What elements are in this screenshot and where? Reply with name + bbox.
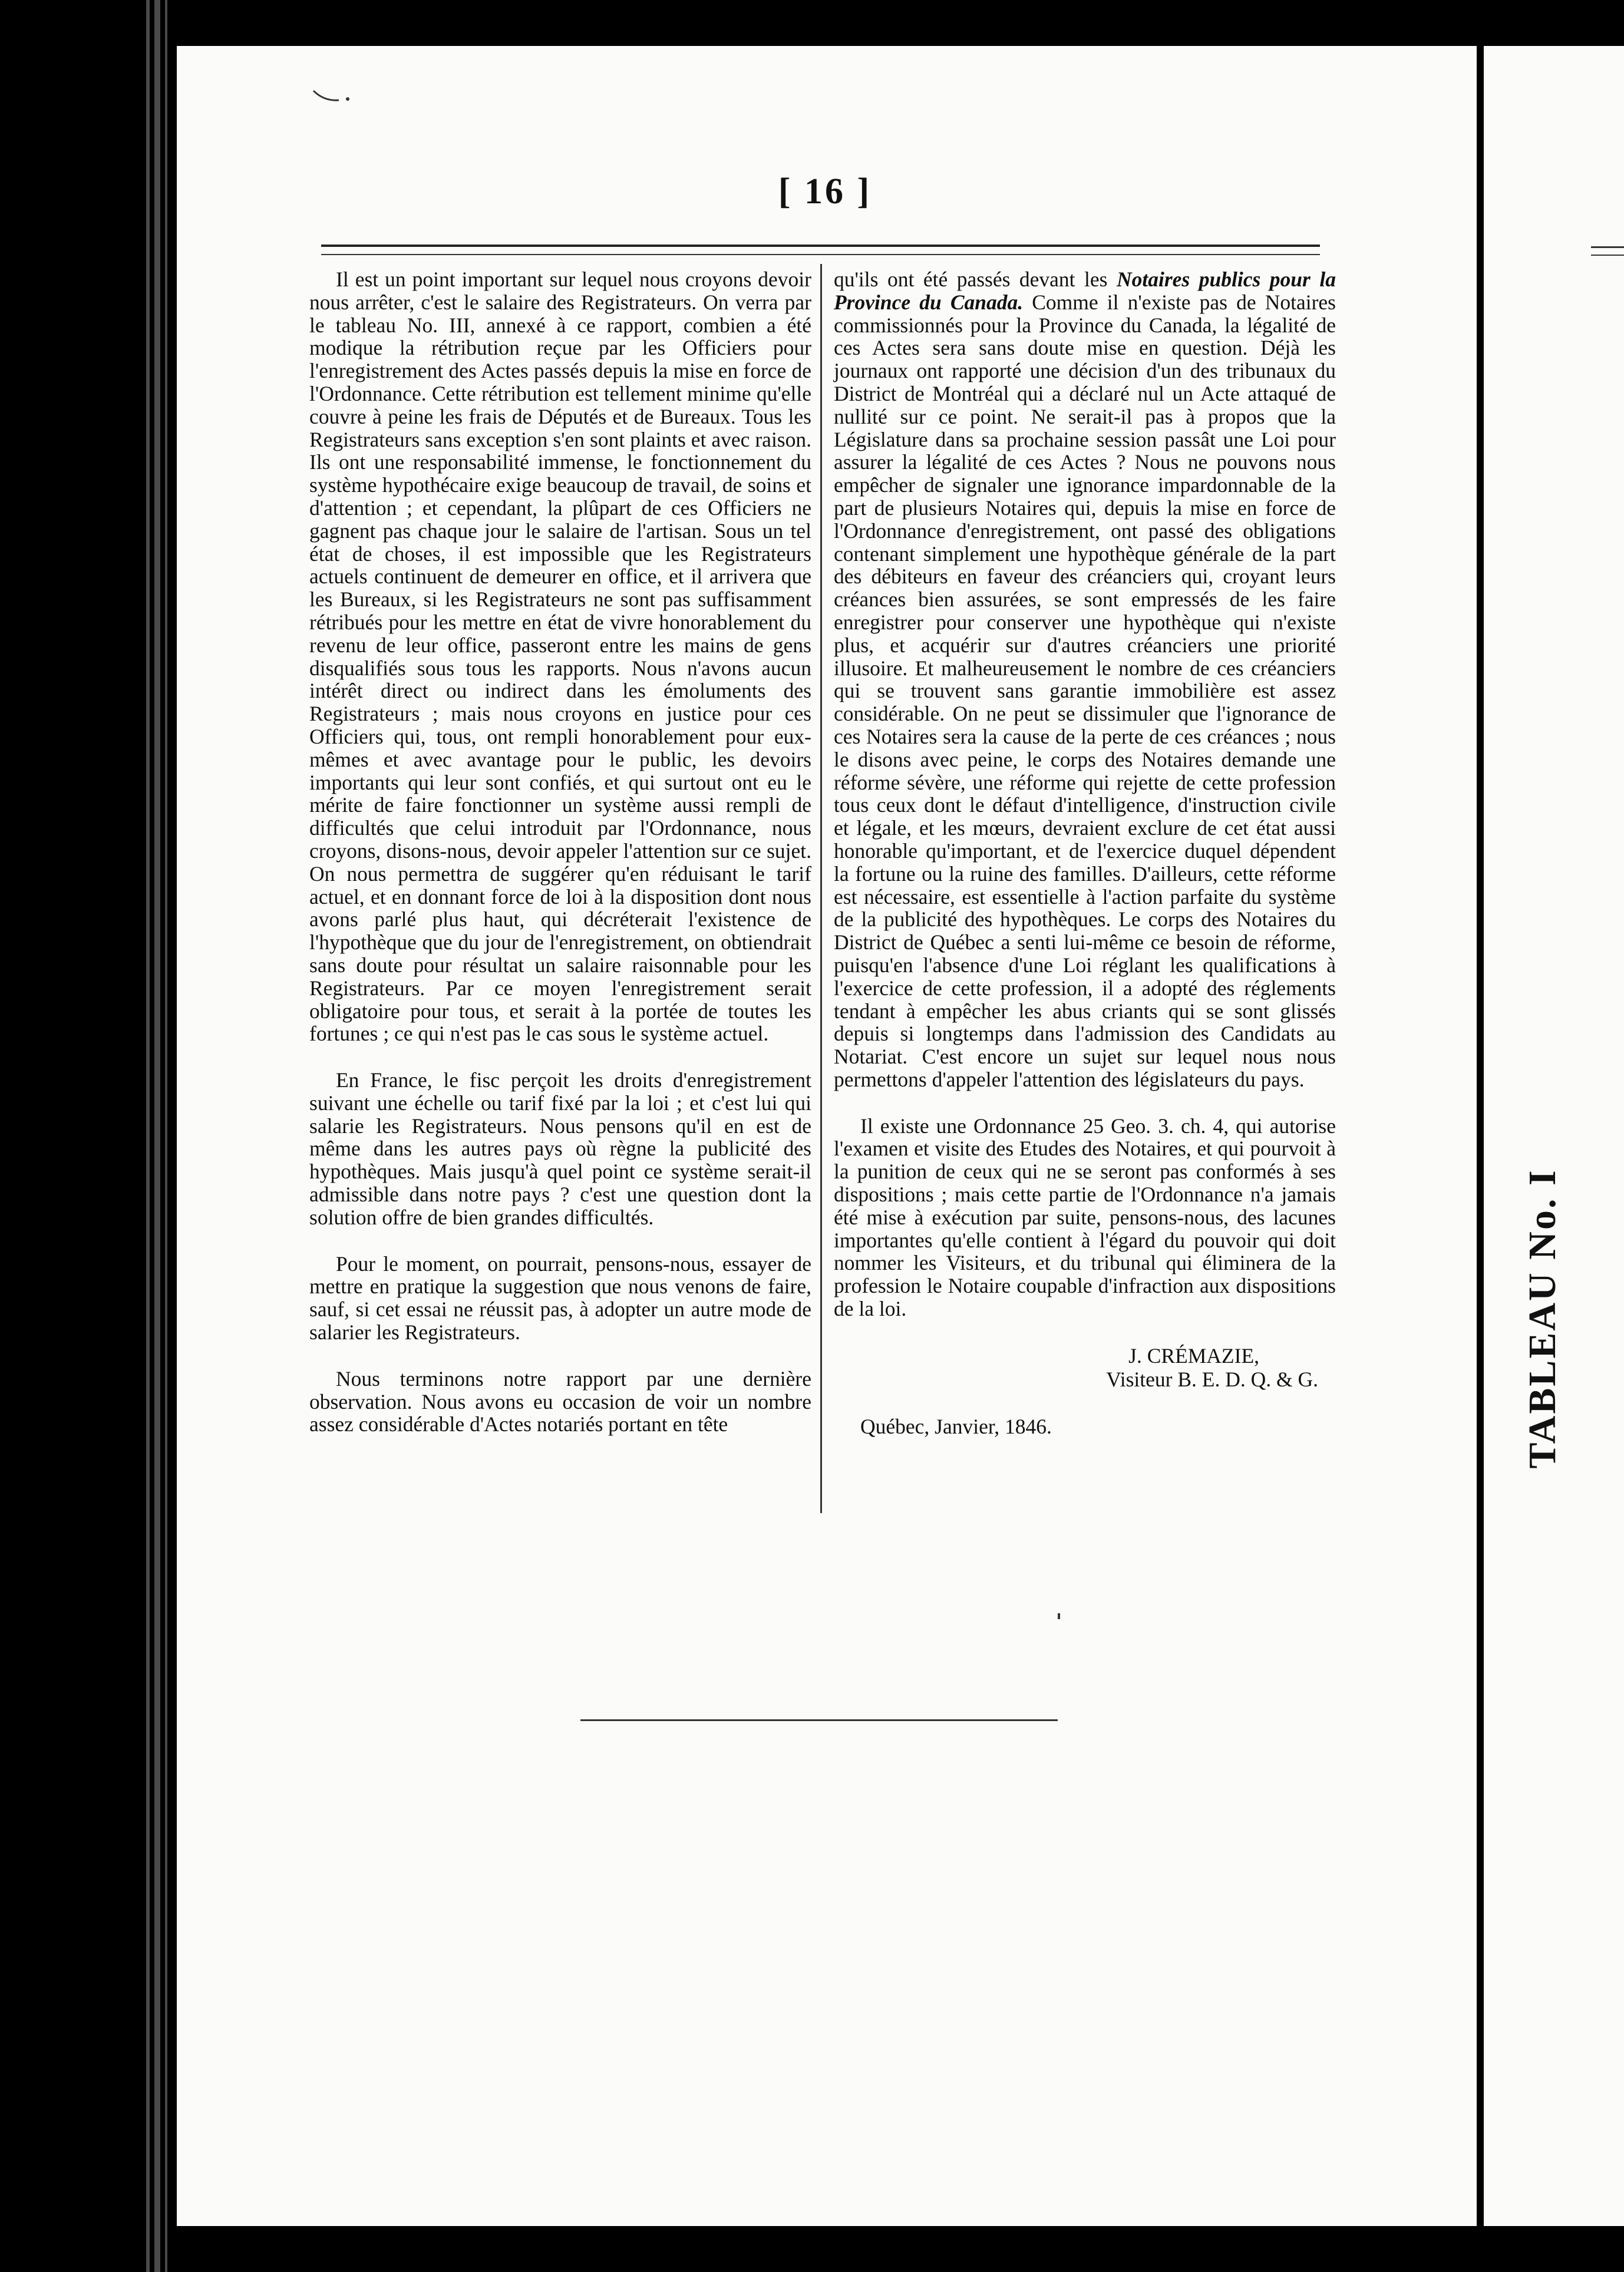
paragraph: Il existe une Ordonnance 25 Geo. 3. ch. 4, qui autorise l'examen et visite des Etudes des Notaires, et qui pourvoit à la punition de ceux qui ne se seront pas conformés à ses dispositions ; mais cette partie de l'Ordonnance n'a jamais été mise à exécution par suite, pensons-nous, des lacunes importantes qu'elle contient à l'égard du pouvoir qui doit nommer les Visiteurs, et du tribunal qui éliminera de la profession le Notaire coupable d'infraction aux dispositions de la loi.	[834, 1114, 1336, 1321]
column-divider	[820, 264, 822, 1513]
text-run: Comme il n'existe pas de Notaires commissionnés pour la Province du Canada, la légalité de ces Actes sera sans doute mise en question. Déjà les journaux ont rapporté une décision d'un des tribunaux du District de Montréal qui a déclaré nul un Acte attaqué de nullité sur ce point. Ne serait-il pas à propos que la Législature dans sa prochaine session passât une Loi pour assurer la légalité de ces Actes ? Nous ne pouvons nous empêcher de signaler une ignorance impardonnable de la part de plusieurs Notaires qui, depuis la mise en force de l'Ordonnance d'enregistrement, ont passé des obligations contenant simplement une hypothèque générale de la part des débiteurs en faveur des créanciers qui, croyant leurs créances bien assurées, se sont empressés de les faire enregistrer pour conserver une hypothèque qui n'existe plus, et acquérir sur d'autres créanciers une priorité illusoire. Et malheureusement le nombre de ces créanciers qui se trouvent sans garantie immobilière est assez considérable. On ne peut se dissimuler que l'ignorance de ces Notaires sera la cause de la perte de ces créances ; nous le disons avec peine, le corps des Notaires demande une réforme sévère, une réforme qui rejette de cette profession tous ceux dont le défaut d'intelligence, d'instruction civile et légale, et les mœurs, devraient exclure de cet état aussi honorable qu'important, et de l'exercice duquel dépendent la fortune ou la ruine des familles. D'ailleurs, cette réforme est nécessaire, est essentielle à l'action parfaite du système de la publicité des hypothèques. Le corps des Notaires du District de Québec a senti lui-même ce besoin de réforme, puisqu'en l'absence d'une Loi réglant les qualifications à l'exercice de cette profession, il a adopté des réglements tendant à empêcher les abus criants qui se sont glissés depuis si longtemps dans l'admission des Candidats au Notariat. C'est encore un sujet sur lequel nous nous permettons d'appeler l'attention des législateurs du pays.	[834, 290, 1336, 1091]
footer-rule	[580, 1719, 1058, 1721]
adjacent-rule	[1591, 246, 1624, 248]
text-run: qu'ils ont été passés devant les	[834, 268, 1117, 291]
ink-speck	[1058, 1613, 1060, 1619]
page-number: [ 16 ]	[778, 171, 872, 212]
scan-border-left	[0, 0, 177, 2272]
page-gutter	[1477, 0, 1484, 2272]
paragraph	[834, 268, 1336, 1091]
left-column	[309, 268, 811, 1459]
adjacent-rule-thin	[1591, 255, 1624, 256]
paragraph: Il est un point important sur lequel nous croyons devoir nous arrêter, c'est le salaire des Registrateurs. On verra par le tableau No. III, annexé à ce rapport, combien a été modique la rétribution reçue par les Officiers pour l'enregistrement des Actes passés depuis la mise en force de l'Ordonnance. Cette rétribution est tellement minime qu'elle couvre à peine les frais de Députés et de Bureaux. Tous les Registrateurs sans exception s'en sont plaints et avec raison. Ils ont une responsabilité immense, le fonctionnement du système hypothécaire exige beaucoup de travail, de soins et d'attention ; et cependant, la plûpart de ces Officiers ne gagnent pas chaque jour le salaire de l'artisan. Sous un tel état de choses, il est impossible que les Registrateurs actuels continuent de demeurer en office, et il arrivera que les Bureaux, si les Registrateurs ne sont pas suffisamment rétribués pour les mettre en état de vivre honorablement du revenu de leur office, passeront entre les mains de gens disqualifiés sous tous les rapports. Nous n'avons aucun intérêt direct ou indirect dans les émoluments des Registrateurs ; mais nous croyons en justice pour ces Officiers qui, tous, ont rempli honorablement pour eux-mêmes et avec avantage pour le public, les devoirs importants qui leur sont confiés, et qui surtout ont eu le mérite de faire fonctionner un système aussi rempli de difficultés que celui introduit par l'Ordonnance, nous croyons, disons-nous, devoir appeler l'attention sur ce sujet. On nous permettra de suggérer qu'en réduisant le tarif actuel, et en donnant force de loi à la disposition dont nous avons parlé plus haut, qui décréterait l'existence de l'hypothèque que du jour de l'enregistrement, on obtiendrait sans doute pour résultat un salaire raisonnable pour les Registrateurs. Par ce moyen l'enregistrement serait obligatoire pour tous, et serait à la portée de toutes les fortunes ; ce qui n'est pas le cas sous le système actuel.	[309, 268, 811, 1046]
ink-mark	[312, 88, 354, 104]
header-rule	[321, 245, 1320, 247]
paragraph: En France, le fisc perçoit les droits d'enregistrement suivant une échelle ou tarif fixé par la loi ; et c'est lui qui salarie les Registrateurs. Nous pensons qu'il en est de même dans les autres pays où règne la publicité des hypothèques. Mais jusqu'à quel point ce système serait-il admissible dans notre pays ? c'est une question dont la solution offre de bien grandes difficultés.	[309, 1068, 811, 1229]
italic-phrase: Notaires publics pour la Province du Canada.	[834, 268, 1336, 314]
right-column	[834, 268, 1336, 1438]
adjacent-page	[1484, 46, 1624, 2226]
paragraph: Pour le moment, on pourrait, pensons-nous, essayer de mettre en pratique la suggestion que nous venons de faire, sauf, si cet essai ne réussit pas, à adopter un autre mode de salarier les Registrateurs.	[309, 1251, 811, 1345]
place-date: Québec, Janvier, 1846.	[860, 1414, 1052, 1438]
signature-block	[834, 1344, 1336, 1438]
side-title: TABLEAU No. I	[1521, 1168, 1564, 1469]
signatory-name: J. CRÉMAZIE,	[1128, 1343, 1259, 1368]
signatory-title: Visiteur B. E. D. Q. & G.	[1106, 1367, 1318, 1391]
header-rule-thin	[321, 254, 1320, 255]
paragraph: Nous terminons notre rapport par une dernière observation. Nous avons eu occasion de voir un nombre assez considérable d'Actes notariés portant en tête	[309, 1366, 811, 1436]
